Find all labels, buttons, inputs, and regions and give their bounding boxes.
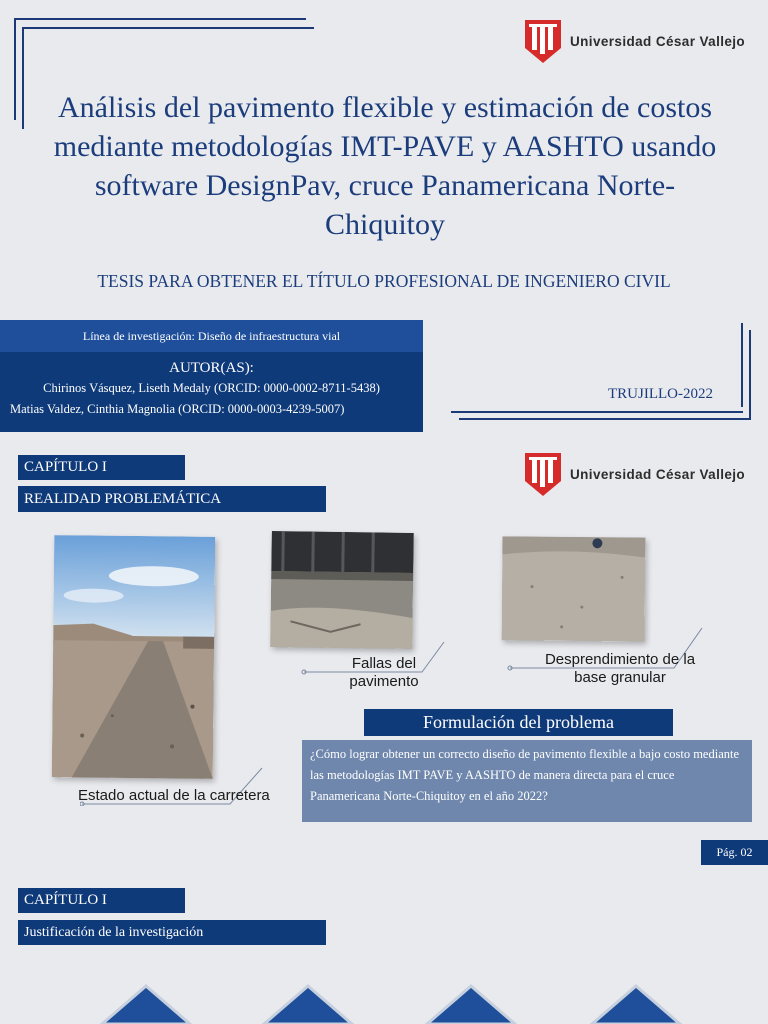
triangle-decoration: [425, 984, 517, 1024]
research-line: Línea de investigación: Diseño de infraestructura vial: [0, 320, 423, 352]
frame-line: [741, 323, 743, 407]
chapter-label: CAPÍTULO I: [18, 455, 185, 480]
ucv-shield-icon: [524, 451, 562, 497]
triangle-decoration: [262, 984, 354, 1024]
author-box: [0, 352, 423, 432]
frame-line: [459, 418, 751, 420]
frame-line: [14, 18, 306, 20]
frame-line: [749, 330, 751, 420]
thesis-subtitle: TESIS PARA OBTENER EL TÍTULO PROFESIONAL DE INGENIERO CIVIL: [97, 271, 671, 291]
thesis-title: Análisis del pavimento flexible y estimación de costos mediante metodologías IMT-PAVE y AASHTO usando software DesignPav, cruce Panamericana Norte-Chiquitoy: [53, 91, 717, 241]
frame-line: [22, 27, 24, 129]
university-name: Universidad César Vallejo: [570, 33, 746, 49]
triangle-decoration: [100, 984, 192, 1024]
formulation-heading: Formulación del problema: [364, 709, 673, 736]
frame-line: [451, 411, 743, 413]
chapter-label: CAPÍTULO I: [18, 888, 185, 913]
author-item: Chirinos Vásquez, Liseth Medaly (ORCID: 0000-0002-8711-5438): [43, 381, 380, 395]
section-title: REALIDAD PROBLEMÁTICA: [18, 486, 326, 512]
author-item: Matias Valdez, Cinthia Magnolia (ORCID: 0000-0003-4239-5007): [10, 402, 345, 416]
formulation-text: ¿Cómo lograr obtener un correcto diseño de pavimento flexible a bajo costo mediante las metodologías IMT PAVE y AASHTO de manera directa para el cruce Panamericana Norte-Chiquitoy en el año 2022?: [302, 740, 752, 822]
triangle-decoration: [590, 984, 682, 1024]
detachment-caption: Desprendimiento de la base granular: [544, 651, 696, 686]
frame-line: [14, 18, 16, 120]
road-photo: [52, 535, 216, 779]
ucv-shield-icon: [524, 18, 562, 64]
road-caption: Estado actual de la carretera: [78, 787, 270, 804]
author-heading: AUTOR(AS):: [169, 360, 254, 376]
section-title: Justificación de la investigación: [18, 920, 326, 945]
university-logo: [524, 18, 745, 64]
failures-photo: [270, 531, 414, 649]
university-logo: [524, 451, 745, 497]
failures-caption: Fallas del pavimento: [349, 655, 419, 690]
city-year: TRUJILLO-2022: [608, 386, 713, 402]
page-number: Pág. 02: [701, 840, 768, 865]
frame-line: [22, 27, 314, 29]
university-name: Universidad César Vallejo: [570, 466, 746, 482]
